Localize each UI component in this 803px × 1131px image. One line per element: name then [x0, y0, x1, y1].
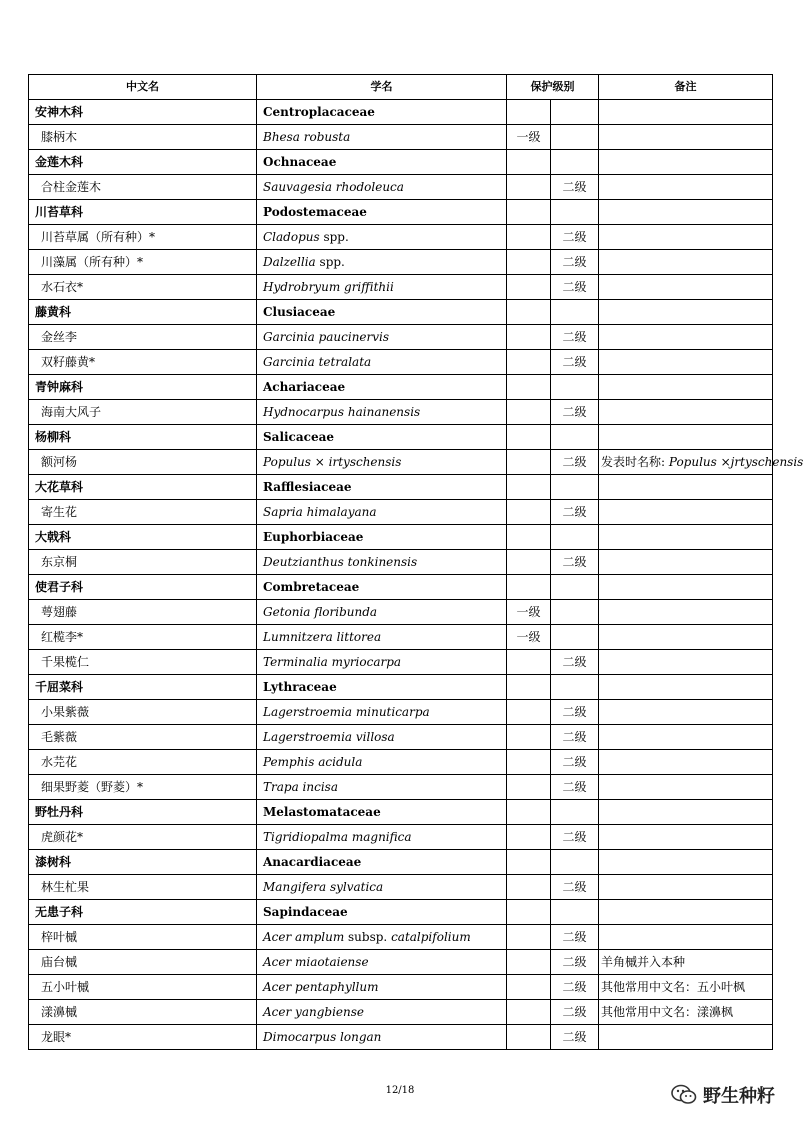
level-1-cell	[507, 150, 551, 175]
species-row	[29, 625, 773, 650]
species-scientific-name	[257, 250, 507, 275]
species-chinese-name: 庙台槭	[29, 950, 257, 975]
level-1-cell	[507, 175, 551, 200]
family-row	[29, 525, 773, 550]
level-2-cell: 二级	[551, 925, 599, 950]
family-chinese-name: 野牡丹科	[29, 800, 257, 825]
level-2-cell: 二级	[551, 825, 599, 850]
level-2-cell	[551, 200, 599, 225]
family-chinese-name: 川苔草科	[29, 200, 257, 225]
family-scientific-name: Sapindaceae	[257, 900, 507, 925]
brand-watermark	[671, 1082, 775, 1108]
level-1-cell	[507, 750, 551, 775]
note-cell	[599, 275, 773, 300]
family-scientific-name: Salicaceae	[257, 425, 507, 450]
level-1-cell	[507, 775, 551, 800]
species-scientific-name: Tigridiopalma magnifica	[257, 825, 507, 850]
scientific-name-epithet: catalpifolium	[391, 930, 471, 944]
species-scientific-name: Garcinia paucinervis	[257, 325, 507, 350]
family-row	[29, 425, 773, 450]
level-2-cell	[551, 100, 599, 125]
species-row	[29, 950, 773, 975]
level-1-cell	[507, 400, 551, 425]
species-scientific-name: Lagerstroemia minuticarpa	[257, 700, 507, 725]
species-chinese-name: 林生杧果	[29, 875, 257, 900]
level-2-cell	[551, 900, 599, 925]
species-row	[29, 775, 773, 800]
level-2-cell: 二级	[551, 175, 599, 200]
species-scientific-name: Acer yangbiense	[257, 1000, 507, 1025]
species-row	[29, 325, 773, 350]
family-scientific-name: Melastomataceae	[257, 800, 507, 825]
header-protection-level: 保护级别	[507, 75, 599, 100]
species-scientific-name: Mangifera sylvatica	[257, 875, 507, 900]
species-chinese-name: 海南大风子	[29, 400, 257, 425]
species-row	[29, 650, 773, 675]
species-scientific-name: Getonia floribunda	[257, 600, 507, 625]
level-2-cell: 二级	[551, 400, 599, 425]
family-row	[29, 850, 773, 875]
species-row	[29, 925, 773, 950]
species-scientific-name: Dimocarpus longan	[257, 1025, 507, 1050]
species-scientific-name: Lumnitzera littorea	[257, 625, 507, 650]
level-2-cell: 二级	[551, 650, 599, 675]
level-2-cell	[551, 150, 599, 175]
note-cell	[599, 575, 773, 600]
level-2-cell	[551, 800, 599, 825]
family-scientific-name: Lythraceae	[257, 675, 507, 700]
species-chinese-name: 千果榄仁	[29, 650, 257, 675]
level-1-cell	[507, 200, 551, 225]
note-cell	[599, 300, 773, 325]
family-scientific-name: Centroplacaceae	[257, 100, 507, 125]
species-chinese-name: 水芫花	[29, 750, 257, 775]
level-2-cell: 二级	[551, 950, 599, 975]
level-2-cell: 二级	[551, 225, 599, 250]
level-1-cell	[507, 900, 551, 925]
note-cell	[599, 350, 773, 375]
species-chinese-name: 漾濞槭	[29, 1000, 257, 1025]
level-2-cell: 二级	[551, 250, 599, 275]
species-scientific-name: Garcinia tetralata	[257, 350, 507, 375]
note-cell	[599, 375, 773, 400]
family-row	[29, 675, 773, 700]
species-chinese-name: 双籽藤黄*	[29, 350, 257, 375]
species-chinese-name: 川藻属（所有种）*	[29, 250, 257, 275]
level-2-cell	[551, 675, 599, 700]
note-cell	[599, 325, 773, 350]
species-scientific-name: Lagerstroemia villosa	[257, 725, 507, 750]
species-row	[29, 750, 773, 775]
species-scientific-name	[257, 925, 507, 950]
level-1-cell	[507, 425, 551, 450]
family-chinese-name: 安神木科	[29, 100, 257, 125]
species-row	[29, 700, 773, 725]
species-chinese-name: 合柱金莲木	[29, 175, 257, 200]
species-scientific-name: Trapa incisa	[257, 775, 507, 800]
note-cell	[599, 200, 773, 225]
note-cell	[599, 150, 773, 175]
family-scientific-name: Achariaceae	[257, 375, 507, 400]
note-cell	[599, 175, 773, 200]
level-1-cell	[507, 325, 551, 350]
level-2-cell	[551, 575, 599, 600]
note-scientific-name: Populus ×jrtyschensis	[668, 455, 803, 469]
level-2-cell	[551, 425, 599, 450]
species-table	[28, 74, 803, 1050]
note-cell	[599, 650, 773, 675]
species-chinese-name: 水石衣*	[29, 275, 257, 300]
family-scientific-name: Anacardiaceae	[257, 850, 507, 875]
species-scientific-name: Acer pentaphyllum	[257, 975, 507, 1000]
scientific-name-qualifier: spp.	[315, 255, 345, 269]
level-1-cell	[507, 875, 551, 900]
brand-text: 野生种籽	[703, 1086, 775, 1107]
species-scientific-name	[257, 450, 507, 475]
scientific-name-qualifier: spp.	[319, 230, 349, 244]
note-cell	[599, 250, 773, 275]
family-row	[29, 475, 773, 500]
species-scientific-name: Deutzianthus tonkinensis	[257, 550, 507, 575]
level-2-cell: 二级	[551, 275, 599, 300]
level-1-cell	[507, 850, 551, 875]
species-scientific-name: Bhesa robusta	[257, 125, 507, 150]
species-row	[29, 825, 773, 850]
level-1-cell	[507, 350, 551, 375]
species-scientific-name: Hydrobryum griffithii	[257, 275, 507, 300]
level-1-cell	[507, 300, 551, 325]
species-scientific-name	[257, 225, 507, 250]
level-2-cell: 二级	[551, 725, 599, 750]
species-chinese-name: 梓叶槭	[29, 925, 257, 950]
species-row	[29, 175, 773, 200]
level-2-cell: 二级	[551, 350, 599, 375]
species-row	[29, 400, 773, 425]
level-1-cell	[507, 1000, 551, 1025]
family-chinese-name: 杨柳科	[29, 425, 257, 450]
species-row	[29, 125, 773, 150]
species-chinese-name: 额河杨	[29, 450, 257, 475]
level-2-cell: 二级	[551, 975, 599, 1000]
species-row	[29, 450, 773, 475]
species-row	[29, 275, 773, 300]
family-row	[29, 300, 773, 325]
level-1-cell	[507, 475, 551, 500]
family-chinese-name: 使君子科	[29, 575, 257, 600]
note-cell	[599, 425, 773, 450]
note-cell	[599, 525, 773, 550]
species-chinese-name: 川苔草属（所有种）*	[29, 225, 257, 250]
species-chinese-name: 东京桐	[29, 550, 257, 575]
species-chinese-name: 细果野菱（野菱）*	[29, 775, 257, 800]
note-cell	[599, 475, 773, 500]
level-1-cell: 一级	[507, 625, 551, 650]
level-1-cell: 一级	[507, 125, 551, 150]
level-2-cell	[551, 525, 599, 550]
level-1-cell: 一级	[507, 600, 551, 625]
note-cell	[599, 725, 773, 750]
species-row	[29, 250, 773, 275]
level-2-cell	[551, 850, 599, 875]
note-cell: 羊角槭并入本种	[599, 950, 773, 975]
note-cell	[599, 750, 773, 775]
family-row	[29, 100, 773, 125]
level-2-cell: 二级	[551, 1000, 599, 1025]
family-row	[29, 900, 773, 925]
note-cell	[599, 225, 773, 250]
page-number: 12/18	[385, 1085, 415, 1096]
note-cell	[599, 875, 773, 900]
note-cell	[599, 850, 773, 875]
species-row	[29, 550, 773, 575]
family-chinese-name: 无患子科	[29, 900, 257, 925]
level-1-cell	[507, 950, 551, 975]
family-chinese-name: 大戟科	[29, 525, 257, 550]
level-1-cell	[507, 650, 551, 675]
level-1-cell	[507, 450, 551, 475]
level-1-cell	[507, 925, 551, 950]
level-2-cell	[551, 475, 599, 500]
species-scientific-name: Hydnocarpus hainanensis	[257, 400, 507, 425]
level-2-cell	[551, 625, 599, 650]
scientific-name-genus: Dalzellia	[263, 255, 316, 269]
level-2-cell: 二级	[551, 325, 599, 350]
level-2-cell: 二级	[551, 700, 599, 725]
level-1-cell	[507, 275, 551, 300]
note-cell	[599, 900, 773, 925]
note-cell	[599, 675, 773, 700]
scientific-name-qualifier: subsp.	[344, 930, 392, 944]
family-scientific-name: Clusiaceae	[257, 300, 507, 325]
level-1-cell	[507, 375, 551, 400]
species-row	[29, 875, 773, 900]
family-chinese-name: 千屈菜科	[29, 675, 257, 700]
level-2-cell: 二级	[551, 450, 599, 475]
species-chinese-name: 小果紫薇	[29, 700, 257, 725]
species-chinese-name: 虎颜花*	[29, 825, 257, 850]
scientific-name-genus: Populus	[263, 455, 311, 469]
wechat-icon	[671, 1084, 697, 1106]
family-chinese-name: 藤黄科	[29, 300, 257, 325]
species-scientific-name: Terminalia myriocarpa	[257, 650, 507, 675]
species-row	[29, 1025, 773, 1050]
species-chinese-name: 龙眼*	[29, 1025, 257, 1050]
species-chinese-name: 五小叶槭	[29, 975, 257, 1000]
species-chinese-name: 红榄李*	[29, 625, 257, 650]
table-header-row	[29, 75, 773, 100]
note-cell	[599, 700, 773, 725]
family-scientific-name: Podostemaceae	[257, 200, 507, 225]
level-2-cell: 二级	[551, 750, 599, 775]
scientific-name-genus: Cladopus	[263, 230, 320, 244]
note-cell	[599, 450, 803, 475]
family-chinese-name: 青钟麻科	[29, 375, 257, 400]
species-row	[29, 225, 773, 250]
species-row	[29, 500, 773, 525]
species-chinese-name: 金丝李	[29, 325, 257, 350]
species-row	[29, 725, 773, 750]
note-cell	[599, 500, 773, 525]
note-cell	[599, 625, 773, 650]
note-cell	[599, 125, 773, 150]
level-1-cell	[507, 1025, 551, 1050]
family-row	[29, 575, 773, 600]
scientific-name-qualifier: ×	[310, 455, 329, 469]
species-scientific-name: Sapria himalayana	[257, 500, 507, 525]
species-row	[29, 350, 773, 375]
note-cell	[599, 550, 773, 575]
header-note: 备注	[599, 75, 773, 100]
note-cell	[599, 825, 773, 850]
family-scientific-name: Combretaceae	[257, 575, 507, 600]
family-row	[29, 800, 773, 825]
level-1-cell	[507, 500, 551, 525]
level-1-cell	[507, 225, 551, 250]
level-1-cell	[507, 250, 551, 275]
level-1-cell	[507, 525, 551, 550]
note-cell: 其他常用中文名：漾濞枫	[599, 1000, 773, 1025]
level-2-cell: 二级	[551, 775, 599, 800]
species-row	[29, 600, 773, 625]
level-1-cell	[507, 575, 551, 600]
level-1-cell	[507, 100, 551, 125]
level-1-cell	[507, 725, 551, 750]
species-chinese-name: 毛紫薇	[29, 725, 257, 750]
level-2-cell	[551, 600, 599, 625]
species-chinese-name: 膝柄木	[29, 125, 257, 150]
level-2-cell	[551, 300, 599, 325]
header-scientific-name: 学名	[257, 75, 507, 100]
species-scientific-name: Pemphis acidula	[257, 750, 507, 775]
family-scientific-name: Euphorbiaceae	[257, 525, 507, 550]
note-cell	[599, 925, 773, 950]
level-1-cell	[507, 700, 551, 725]
level-1-cell	[507, 800, 551, 825]
family-chinese-name: 漆树科	[29, 850, 257, 875]
level-2-cell: 二级	[551, 500, 599, 525]
note-cell	[599, 800, 773, 825]
family-chinese-name: 金莲木科	[29, 150, 257, 175]
species-scientific-name: Acer miaotaiense	[257, 950, 507, 975]
scientific-name-genus: Acer amplum	[263, 930, 345, 944]
family-row	[29, 200, 773, 225]
species-row	[29, 975, 773, 1000]
level-1-cell	[507, 975, 551, 1000]
species-row	[29, 1000, 773, 1025]
note-cell	[599, 1025, 773, 1050]
note-cell: 其他常用中文名：五小叶枫	[599, 975, 773, 1000]
note-cell	[599, 600, 773, 625]
family-scientific-name: Ochnaceae	[257, 150, 507, 175]
level-1-cell	[507, 675, 551, 700]
species-chinese-name: 萼翅藤	[29, 600, 257, 625]
level-2-cell	[551, 125, 599, 150]
note-text: 发表时名称:	[601, 455, 669, 469]
scientific-name-epithet: irtyschensis	[328, 455, 402, 469]
species-scientific-name: Sauvagesia rhodoleuca	[257, 175, 507, 200]
level-2-cell: 二级	[551, 875, 599, 900]
family-row	[29, 375, 773, 400]
note-cell	[599, 400, 773, 425]
species-chinese-name: 寄生花	[29, 500, 257, 525]
family-row	[29, 150, 773, 175]
family-chinese-name: 大花草科	[29, 475, 257, 500]
note-cell	[599, 775, 773, 800]
family-scientific-name: Rafflesiaceae	[257, 475, 507, 500]
level-2-cell	[551, 375, 599, 400]
level-1-cell	[507, 550, 551, 575]
header-chinese-name: 中文名	[29, 75, 257, 100]
level-1-cell	[507, 825, 551, 850]
level-2-cell: 二级	[551, 1025, 599, 1050]
note-cell	[599, 100, 773, 125]
level-2-cell: 二级	[551, 550, 599, 575]
